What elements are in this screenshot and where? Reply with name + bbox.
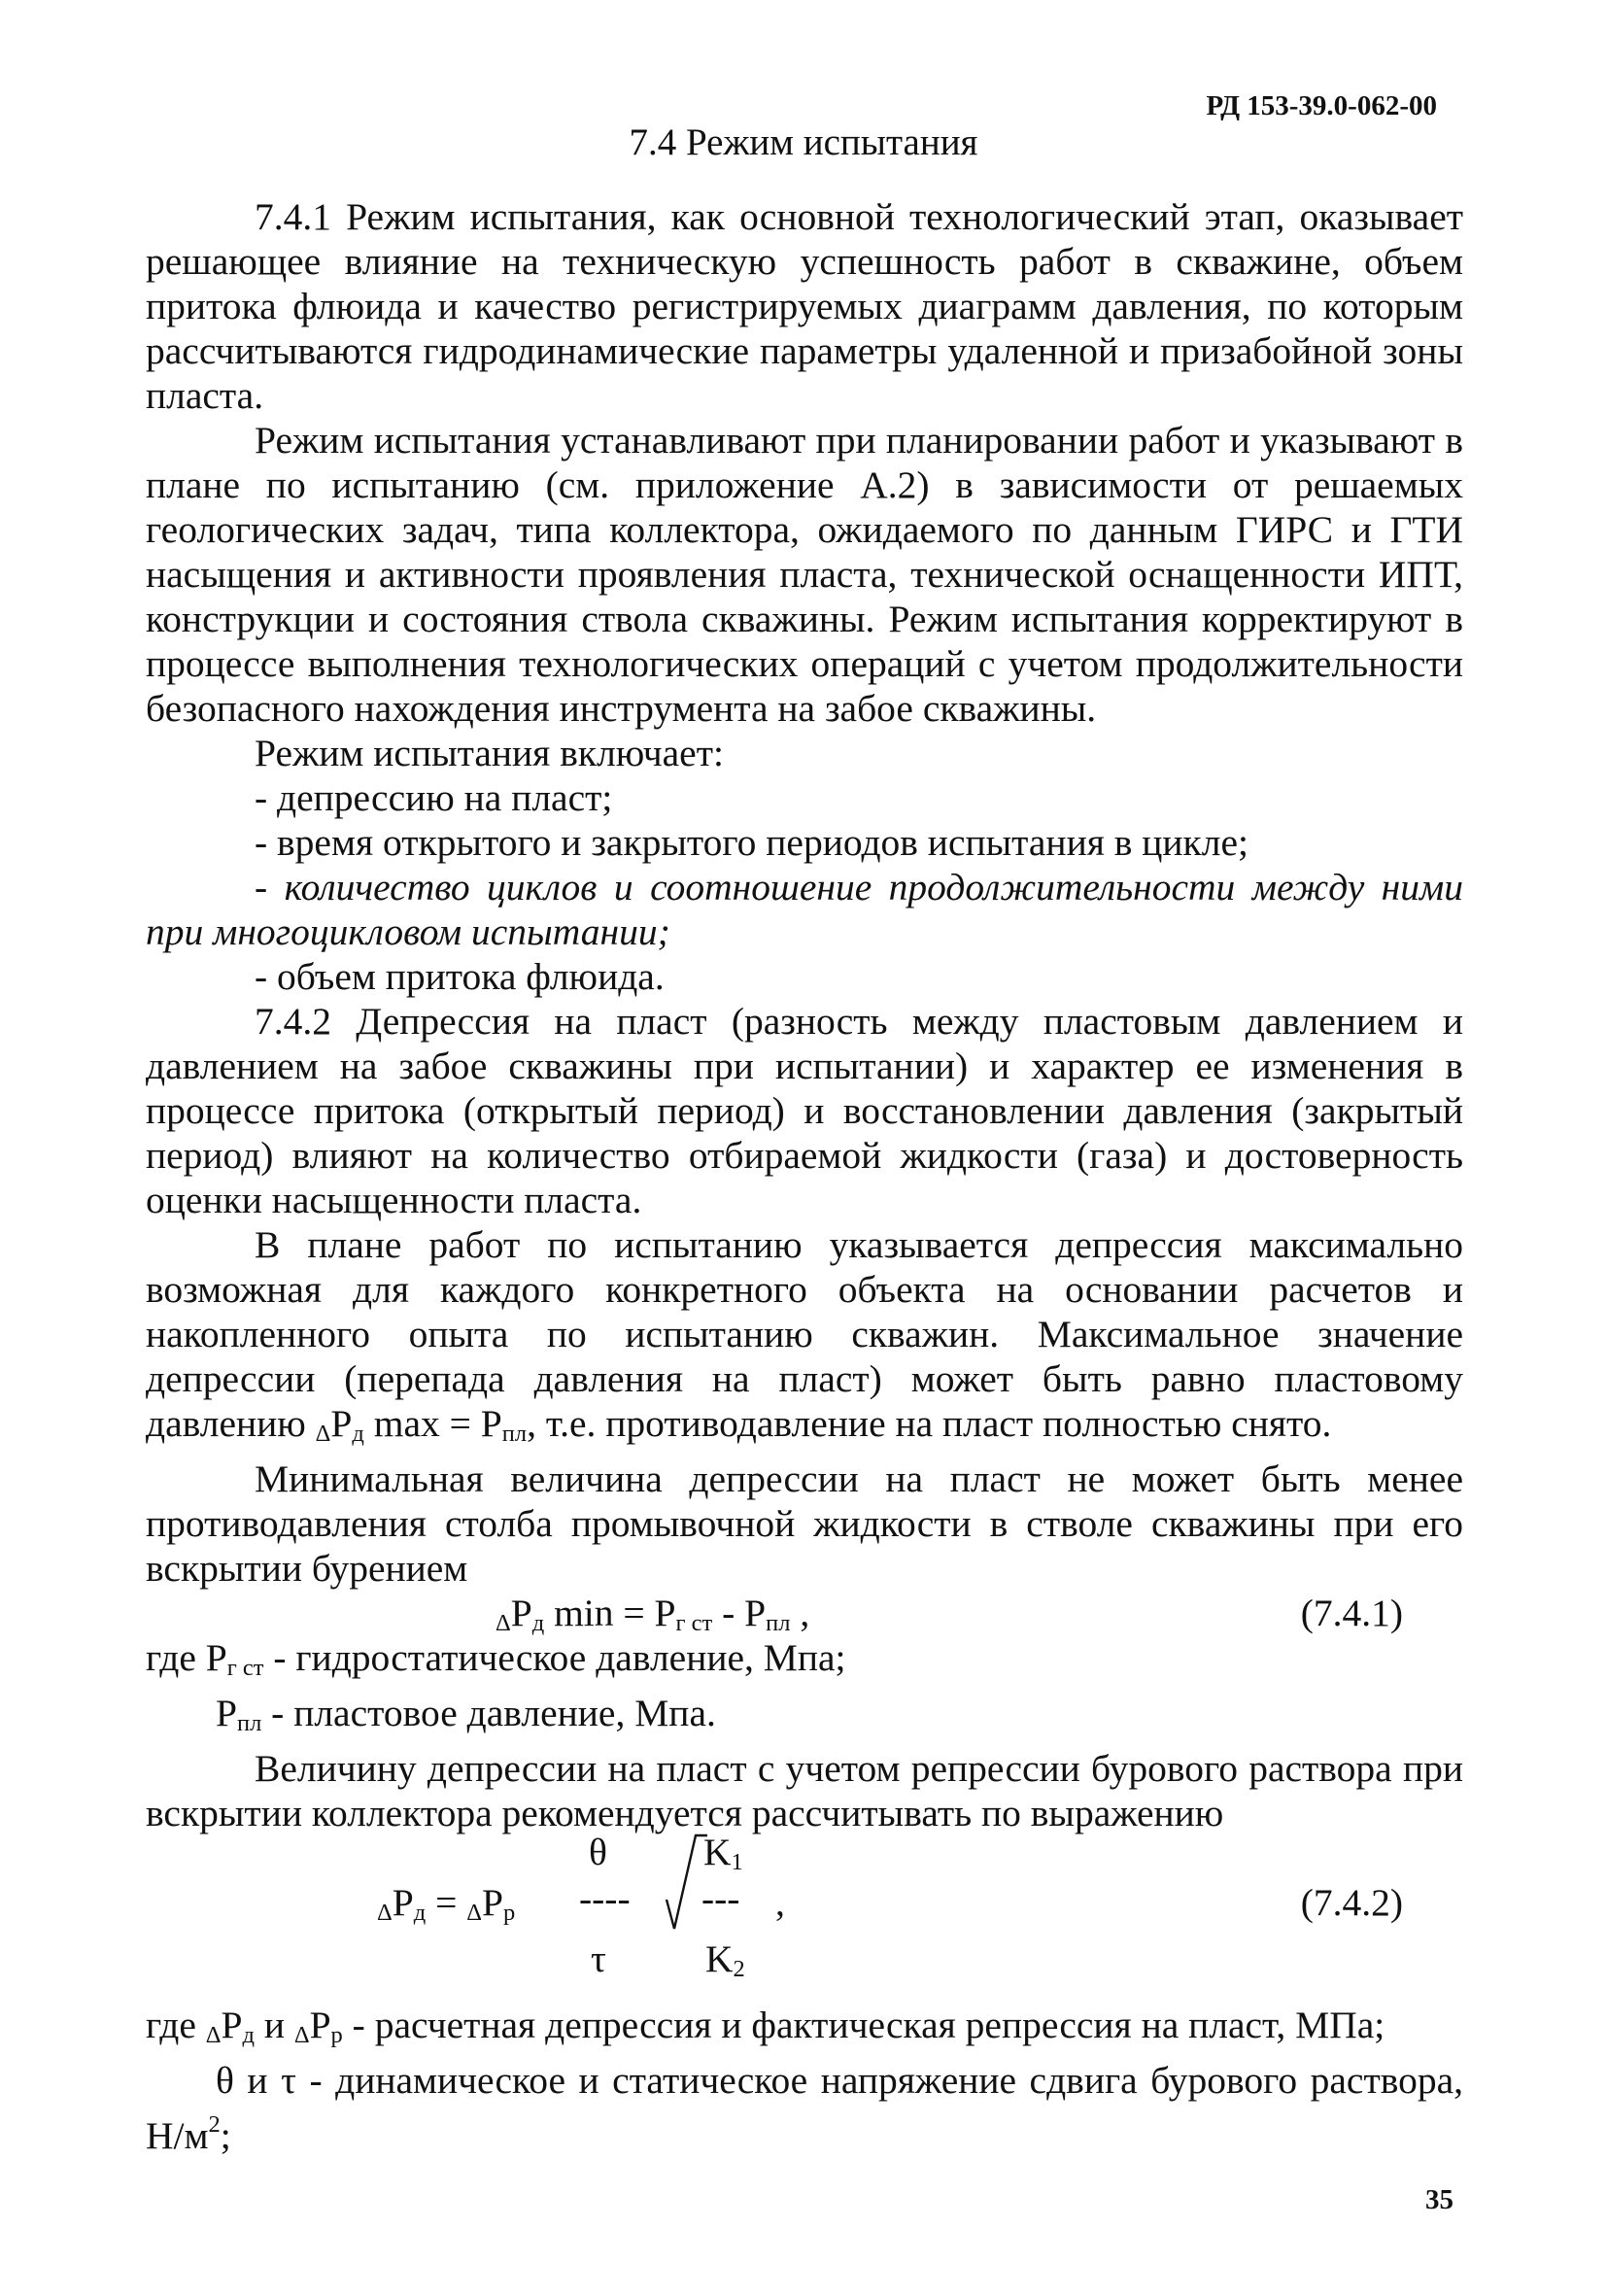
theta-symbol: θ — [589, 1830, 607, 1873]
list-item: - объем притока флюида. — [255, 955, 665, 998]
paragraph-formula-intro: Величину депрессии на пласт с учетом репрессии бурового раствора при вскрытии коллектора рекомендуется рассчитывать по выражению — [146, 1746, 1463, 1834]
where-definition: θ и τ - динамическое и статическое напряжение сдвига бурового раствора, $Н/м^2$; — [146, 2058, 1463, 2157]
formula-comma: , — [775, 1880, 785, 1924]
formula-7-4-2 — [146, 1830, 1463, 2003]
paragraph-7-4-1: 7.4.1 Режим испытания, как основной технологический этап, оказывает решающее влияние на техническую успешность работ в скважине, объем притока флюида и качество регистрируемых диаграмм давления, по которым рассчитываются гидродинамические параметры удаленной и призабойной зоны пласта. — [146, 195, 1463, 417]
paragraph-mode-includes: Режим испытания включает: — [255, 732, 724, 774]
where-definition: $Р_{пл}$ - пластовое давление, Мпа. — [216, 1691, 716, 1736]
formula-expression: $\Delta Р_д$ $\min = Р_{г ст} - Р_{пл}$ , — [496, 1591, 810, 1636]
section-title: 7.4 Режим испытания — [629, 121, 978, 163]
document-code: РД 153-39.0-062-00 — [1206, 90, 1437, 121]
equation-number: (7.4.2) — [1300, 1880, 1403, 1924]
list-item: - время открытого и закрытого периодов испытания в цикле; — [255, 821, 1248, 864]
paragraph-min-depression: Минимальная величина депрессии на пласт не может быть менее противодавления столба промывочной жидкости в стволе скважины при его вскрытии бурением — [146, 1456, 1463, 1590]
document-body — [146, 194, 1463, 2158]
paragraph-7-4-2: 7.4.2 Депрессия на пласт (разность между пластовым давлением и давлением на забое скважины при испытании) и характер ее изменения в процессе притока (открытый период) и восстановлении давления (закрытый период) влияют на количество отбираемой жидкости (газа) и достоверность оценки насыщенности пласта. — [146, 1000, 1463, 1221]
paragraph-max-depression: В плане работ по испытанию указывается депрессия максимально возможная для каждого конкретного объекта на основании расчетов и накопленного опыта по испытанию скважин. Максимальное значение депрессии (перепада давления на пласт) может быть равно пластовому давлению $\Delta Р_д$ $\max = Р_{пл}$, т.е. противодавление на пласт полностью снято. — [146, 1223, 1463, 1447]
fraction-bar: ---- — [579, 1876, 631, 1920]
where-definition: где $Р_{г ст}$ - гидростатическое давление, Мпа; — [146, 1635, 846, 1681]
paragraph-mode-setting: Режим испытания устанавливают при планировании работ и указывают в плане по испытанию (см. приложение А.2) в зависимости от решаемых геологических задач, типа коллектора, ожидаемого по данным ГИРС и ГТИ насыщения и активности проявления пласта, технической оснащенности ИПТ, конструкции и состояния ствола скважины. Режим испытания корректируют в процессе выполнения технологических операций с учетом продолжительности безопасного нахождения инструмента на забое скважины. — [146, 419, 1463, 730]
k2-symbol: $K_2$ — [705, 1936, 745, 1982]
list-item: - депрессию на пласт; — [255, 776, 613, 819]
where-definition: где $\Delta Р_д$ и $\Delta Р_р$ - расчетная депрессия и фактическая репрессия на пласт, МПа; — [146, 2003, 1385, 2048]
fraction-bar: --- — [701, 1876, 740, 1920]
page-number: 35 — [1425, 2184, 1453, 2215]
tau-symbol: τ — [591, 1936, 606, 1980]
formula-7-4-1 — [146, 1591, 1463, 1635]
formula-lhs: $\Delta Р_д = \Delta Р_р$ — [377, 1880, 516, 1926]
list-item: - количество циклов и соотношение продолжительности между ними при многоцикловом испытании; — [146, 866, 1463, 953]
equation-number: (7.4.1) — [1300, 1591, 1403, 1634]
k1-symbol: $K_1$ — [703, 1830, 743, 1875]
